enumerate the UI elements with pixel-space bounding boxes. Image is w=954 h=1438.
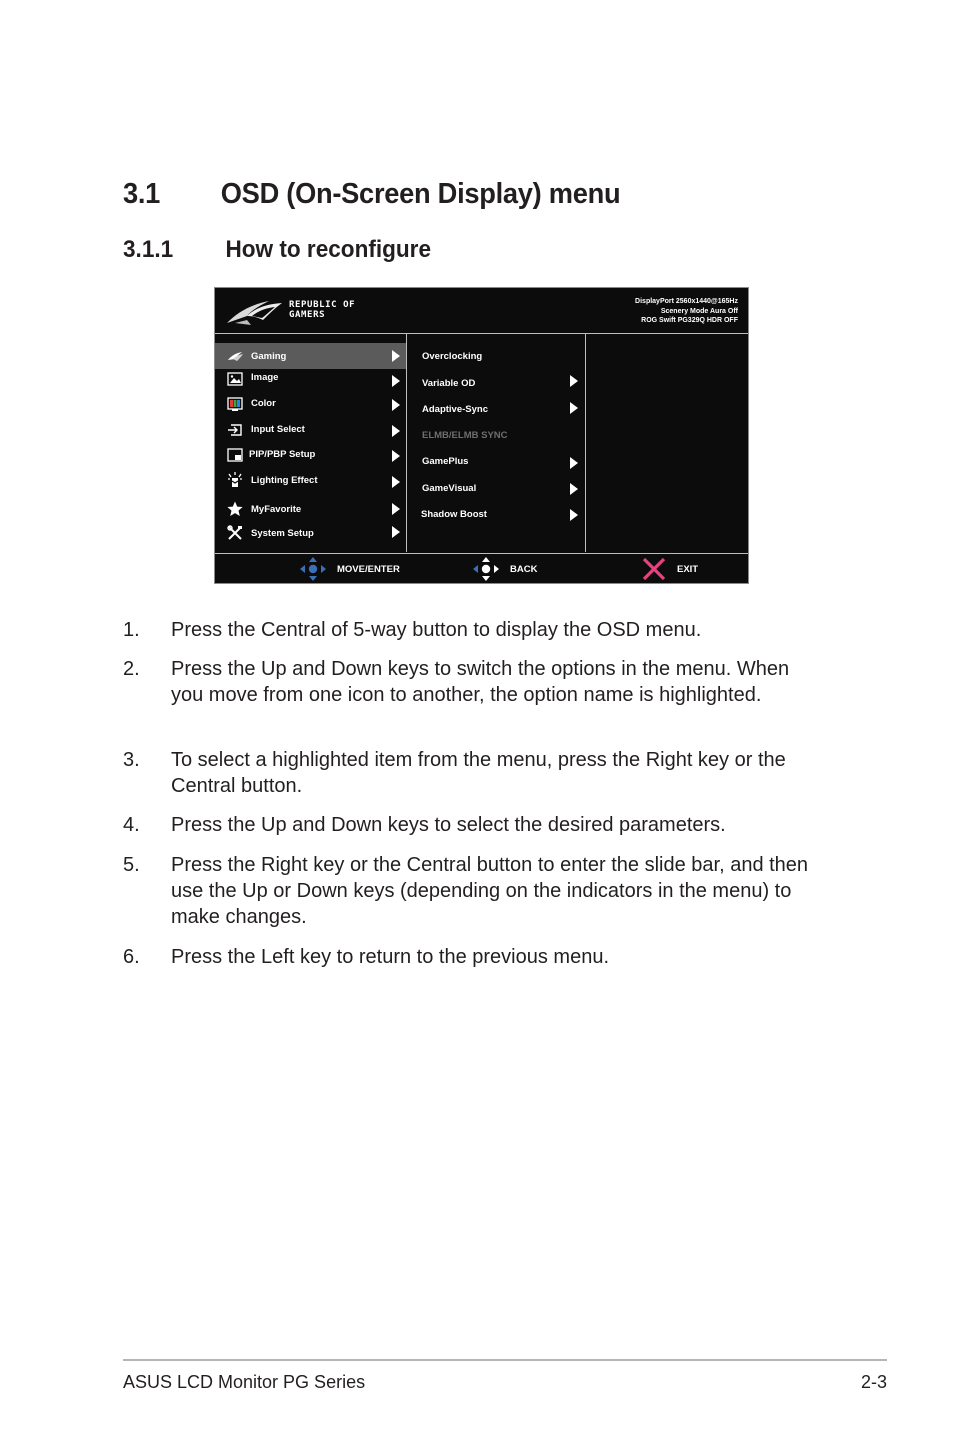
close-icon [642, 557, 666, 581]
pip-icon [227, 447, 243, 463]
status-info [635, 297, 738, 326]
arrow-right-icon [392, 399, 400, 411]
exit-label: EXIT [677, 564, 699, 575]
step-text: Press the Right key or the Central button to enter the slide bar, and then use the Up or Down keys (depending on the indicators in the menu) to make changes. [171, 854, 809, 928]
arrow-right-icon [392, 375, 400, 387]
submenu-item-gamevisual[interactable] [407, 475, 585, 501]
gamepad-icon [225, 348, 245, 364]
arrow-right-icon [570, 509, 578, 521]
footer-divider [123, 1359, 887, 1361]
menu-item-myfavorite[interactable] [215, 496, 406, 522]
step-number: 3. [123, 749, 140, 771]
submenu-label-gamevisual: GameVisual [422, 483, 477, 494]
menu-label-myfavorite: MyFavorite [251, 504, 302, 515]
submenu-label-variable-od: Variable OD [422, 378, 476, 389]
arrow-right-icon [392, 425, 400, 437]
section-title: OSD (On-Screen Display) menu [220, 178, 621, 210]
menu-item-color[interactable] [215, 391, 406, 417]
image-icon [227, 371, 243, 387]
arrow-right-icon [392, 476, 400, 488]
menu-label-lighting-effect: Lighting Effect [251, 475, 318, 486]
step-number: 5. [123, 854, 140, 876]
star-icon [227, 501, 243, 517]
color-icon [227, 396, 243, 412]
menu-label-color: Color [251, 398, 276, 409]
menu-item-image[interactable] [215, 366, 406, 392]
arrow-right-icon [570, 483, 578, 495]
menu-label-gaming: Gaming [251, 351, 287, 362]
back-hint[interactable] [472, 554, 562, 584]
brand-line-2: GAMERS [289, 310, 326, 320]
submenu-label-elmb-sync: ELMB/ELMB SYNC [422, 430, 508, 441]
arrow-right-icon [392, 450, 400, 462]
menu-item-system-setup[interactable] [215, 520, 406, 546]
input-icon [227, 422, 243, 438]
five-way-move-icon [299, 556, 327, 582]
step-text: Press the Left key to return to the previous menu. [171, 946, 610, 968]
menu-item-lighting-effect[interactable] [215, 468, 406, 494]
submenu-item-gameplus[interactable] [407, 448, 585, 474]
submenu-item-overclocking[interactable] [407, 343, 585, 369]
osd-header [215, 288, 748, 334]
submenu-label-overclocking: Overclocking [422, 351, 483, 362]
status-line-1: DisplayPort 2560x1440@165Hz [635, 298, 738, 305]
submenu-item-adaptive-sync[interactable] [407, 396, 585, 422]
submenu-label-gameplus: GamePlus [422, 456, 469, 467]
step-text: Press the Up and Down keys to select the desired parameters. [171, 814, 726, 836]
submenu-item-elmb-sync [407, 422, 585, 448]
brand-line-1: REPUBLIC OF [289, 300, 356, 310]
step-number: 1. [123, 619, 140, 641]
sub-menu [407, 334, 586, 552]
status-line-3: ROG Swift PG329Q HDR OFF [641, 317, 738, 324]
arrow-right-icon [570, 375, 578, 387]
status-line-2: Scenery Mode Aura Off [660, 307, 738, 315]
menu-label-pip-pbp-setup: PIP/PBP Setup [249, 449, 316, 460]
step-number: 4. [123, 814, 140, 836]
step-text: To select a highlighted item from the menu, press the Right key or the Central button. [171, 749, 786, 797]
step-number: 6. [123, 946, 140, 968]
rog-logo-icon [225, 296, 285, 328]
submenu-item-shadow-boost[interactable] [407, 501, 585, 527]
menu-item-pip-pbp-setup[interactable] [215, 442, 406, 468]
subsection-number: 3.1.1 [123, 236, 174, 263]
arrow-right-icon [392, 503, 400, 515]
arrow-right-icon [392, 350, 400, 362]
arrow-right-icon [570, 402, 578, 414]
main-menu [215, 334, 407, 552]
section-number: 3.1 [123, 178, 161, 210]
rog-brand [289, 300, 355, 320]
move-enter-hint[interactable] [299, 554, 409, 584]
five-way-back-icon [472, 556, 500, 582]
osd-footer [215, 553, 748, 584]
footer-title: ASUS LCD Monitor PG Series [123, 1372, 366, 1392]
exit-hint[interactable] [642, 554, 732, 584]
arrow-right-icon [570, 457, 578, 469]
move-enter-label: MOVE/ENTER [337, 564, 400, 575]
submenu-item-variable-od[interactable] [407, 370, 585, 396]
step-text: Press the Up and Down keys to switch the options in the menu. When you move from one icon to another, the option name is highlighted. [171, 658, 790, 706]
osd-menu [214, 287, 749, 584]
page-number: 2-3 [860, 1372, 887, 1392]
subsection-title: How to reconfigure [225, 236, 432, 263]
menu-item-input-select[interactable] [215, 417, 406, 443]
submenu-label-shadow-boost: Shadow Boost [421, 509, 487, 520]
arrow-right-icon [392, 526, 400, 538]
tools-icon [227, 525, 243, 541]
back-label: BACK [510, 564, 538, 575]
lighting-icon [227, 471, 243, 489]
menu-label-image: Image [251, 372, 279, 383]
submenu-label-adaptive-sync: Adaptive-Sync [422, 404, 488, 415]
menu-label-system-setup: System Setup [251, 528, 314, 539]
menu-label-input-select: Input Select [251, 424, 305, 435]
step-text: Press the Central of 5-way button to display the OSD menu. [171, 619, 702, 641]
step-number: 2. [123, 658, 140, 680]
